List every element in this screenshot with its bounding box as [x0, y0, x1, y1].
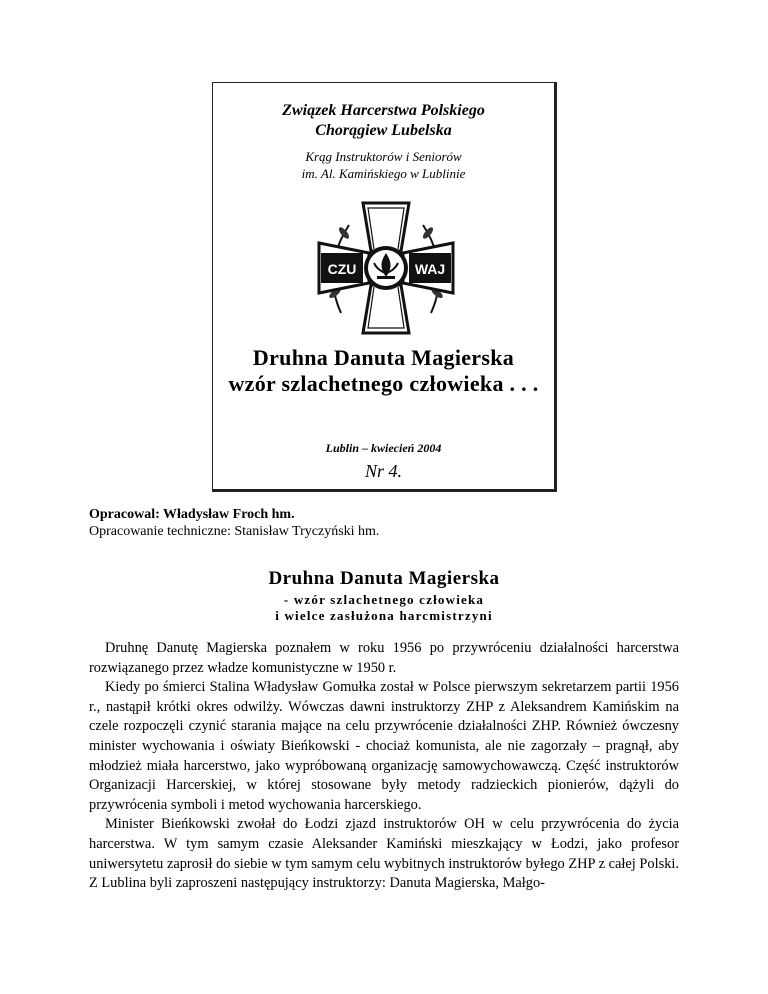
article-title: Druhna Danuta Magierska [268, 568, 500, 589]
article-subtitle [0, 592, 768, 624]
cover-circle-line1: Krąg Instruktorów i Seniorów [305, 149, 462, 164]
paragraph: Druhnę Danutę Magierska poznałem w roku 1956 po przywróceniu działalności harcerstwa rozwiązanego przez władze komunistyczne w 1950 r. [89, 640, 679, 676]
cover-org-line2: Chorągiew Lubelska [315, 122, 452, 139]
paragraph: Kiedy po śmierci Stalina Władysław Gomułka został w Polsce pierwszym sekretarzem partii 1956 r., nastąpił krótki okres odwilży. Wówczas dawni instruktorzy ZHP z Aleksandrem Kamińskim na czele rozpoczęli czynić starania mające na celu przywrócenie działalności ZHP. Również ówczesny minister wychowania i oświaty Bieńkowski - chociaż komunista, ale nie zagorzały – pragnął, aby młodzież miała harcerstwo, jako wypróbowaną organizację samowychowawczą. Część instruktorów Organizacji Harcerskiej, w której stosowane były metody radzieckich pionierów, dążyli do przywrócenia symboli i metod wychowania harcerskiego. [89, 679, 679, 813]
cover-circle [213, 148, 554, 182]
article-body [89, 639, 679, 894]
cover-circle-line2: im. Al. Kamińskiego w Lublinie [301, 166, 466, 181]
author-credit: Opracowal: Władysław Froch hm. [89, 507, 295, 522]
article-subtitle-line1: - wzór szlachetnego człowieka [283, 592, 485, 607]
article-subtitle-line2: i wielce zasłużona harcmistrzyni [275, 608, 493, 623]
harcerski-cross-emblem [311, 193, 461, 343]
emblem-label-right: WAJ [414, 261, 446, 277]
cover-title-line2: wzór szlachetnego człowieka . . . [228, 371, 539, 396]
cover-organization [213, 101, 554, 141]
cover-title [213, 345, 554, 397]
cover-title-line1: Druhna Danuta Magierska [252, 345, 515, 370]
technical-credit: Opracowanie techniczne: Stanisław Tryczyński hm. [89, 524, 380, 539]
cover-handwritten-number: Nr 4. [364, 461, 402, 481]
cover-place-date: Lublin – kwiecień 2004 [325, 441, 442, 455]
paragraph: Minister Bieńkowski zwołał do Łodzi zjazd instruktorów OH w celu przywrócenia do życia harcerstwa. W tym samym czasie Aleksander Kamiński mieszkający w Łodzi, jako profesor uniwersytetu zaprosił do siebie w tym samym celu wybitnych instruktorów byłego ZHP z całej Polski. Z Lublina byli zaproszeni następujący instruktorzy: Danuta Magierska, Małgo- [89, 816, 679, 892]
emblem-label-left: CZU [327, 261, 357, 277]
cover-scan [212, 82, 557, 492]
cover-org-line1: Związek Harcerstwa Polskiego [282, 102, 485, 119]
